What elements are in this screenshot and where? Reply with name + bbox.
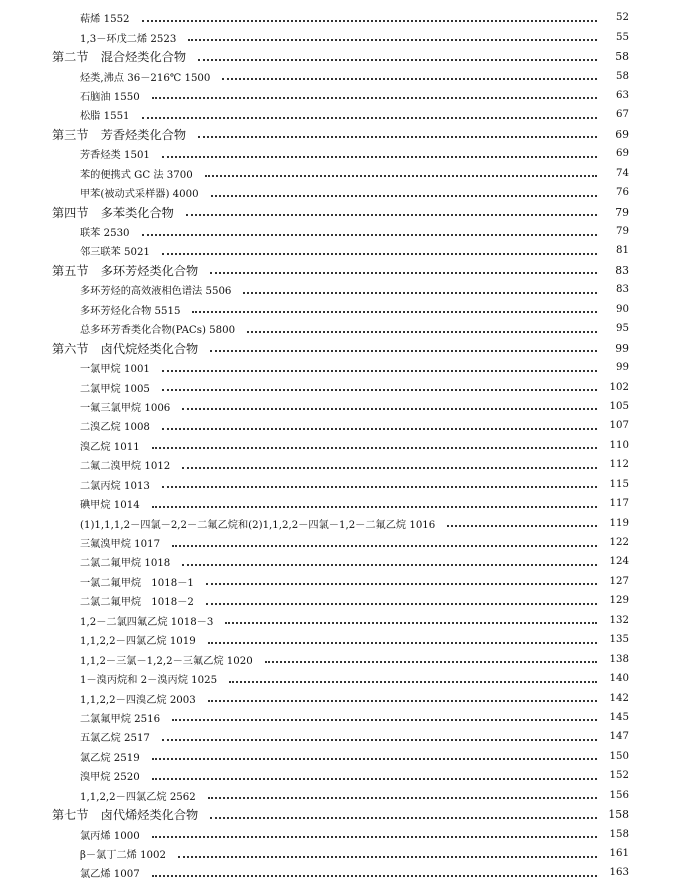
dot-leader	[152, 447, 597, 449]
dot-leader	[192, 311, 597, 313]
dot-leader	[182, 564, 597, 566]
dot-leader	[152, 875, 597, 877]
dot-leader	[162, 370, 597, 372]
toc-entry-title: 第七节 卤代烯烃类化合物	[52, 806, 204, 823]
toc-page-number: 107	[609, 420, 629, 432]
toc-entry[interactable]	[0, 436, 681, 455]
dot-leader	[206, 583, 597, 585]
toc-entry[interactable]	[0, 786, 681, 805]
toc-entry-title: 第三节 芳香烃类化合物	[52, 126, 192, 143]
toc-entry-title: 二氯丙烷 1013	[80, 477, 156, 492]
toc-entry[interactable]	[0, 416, 681, 435]
toc-entry[interactable]	[0, 86, 681, 105]
dot-leader	[152, 506, 597, 508]
toc-entry-title: 五氯乙烷 2517	[80, 729, 156, 744]
toc-page-number: 135	[609, 634, 629, 646]
toc-entry[interactable]	[0, 611, 681, 630]
toc-page-number: 158	[608, 808, 629, 822]
toc-page-number: 158	[609, 828, 629, 840]
toc-entry[interactable]	[0, 844, 681, 863]
toc-page-number: 110	[609, 439, 629, 451]
toc-entry-title: 二氟二溴甲烷 1012	[80, 457, 176, 472]
dot-leader	[222, 78, 597, 80]
dot-leader	[206, 603, 597, 605]
dot-leader	[152, 836, 597, 838]
toc-section-heading[interactable]	[0, 261, 681, 280]
toc-entry-title: 松脂 1551	[80, 107, 136, 122]
toc-page-number: 83	[616, 284, 629, 296]
toc-page-number: 161	[609, 848, 629, 860]
toc-entry-title: 总多环芳香类化合物(PACs) 5800	[80, 321, 241, 336]
toc-entry[interactable]	[0, 300, 681, 319]
toc-entry-title: 氯乙烷 2519	[80, 749, 146, 764]
toc-page-number: 119	[609, 517, 629, 529]
toc-page-number: 63	[616, 89, 629, 101]
toc-entry-title: 碘甲烷 1014	[80, 496, 146, 511]
dot-leader	[178, 856, 597, 858]
dot-leader	[152, 97, 597, 99]
toc-entry-title: 第五节 多环芳烃类化合物	[52, 262, 204, 279]
dot-leader	[198, 136, 597, 138]
toc-entry-title: 联苯 2530	[80, 224, 136, 239]
toc-page-number: 102	[609, 381, 629, 393]
dot-leader	[162, 428, 597, 430]
toc-entry[interactable]	[0, 533, 681, 552]
dot-leader	[229, 681, 597, 683]
toc-entry[interactable]	[0, 66, 681, 85]
toc-entry-title: β－氯丁二烯 1002	[80, 846, 172, 861]
dot-leader	[172, 719, 597, 721]
toc-entry[interactable]	[0, 824, 681, 843]
toc-section-heading[interactable]	[0, 125, 681, 144]
toc-page-number: 145	[609, 711, 629, 723]
dot-leader	[182, 467, 597, 469]
toc-entry-title: 烃类,沸点 36－216℃ 1500	[80, 69, 216, 84]
toc-entry[interactable]	[0, 222, 681, 241]
toc-page-number: 140	[609, 673, 629, 685]
toc-page-number: 150	[609, 750, 629, 762]
dot-leader	[247, 331, 597, 333]
toc-entry[interactable]	[0, 105, 681, 124]
toc-entry[interactable]	[0, 241, 681, 260]
dot-leader	[162, 739, 597, 741]
toc-page-number: 99	[616, 362, 629, 374]
toc-entry-title: 一氯二氟甲烷 1018－1	[80, 574, 200, 589]
toc-page-number: 81	[616, 245, 629, 257]
toc-entry[interactable]	[0, 27, 681, 46]
table-of-contents	[0, 8, 681, 883]
toc-page-number: 152	[609, 770, 629, 782]
toc-page-number: 58	[615, 50, 629, 64]
toc-page-number: 90	[616, 303, 629, 315]
toc-page-number: 117	[609, 498, 629, 510]
toc-entry[interactable]	[0, 513, 681, 532]
dot-leader	[243, 292, 597, 294]
toc-entry-title: 甲苯(被动式采样器) 4000	[80, 185, 205, 200]
toc-page-number: 124	[609, 556, 629, 568]
toc-entry-title: 第六节 卤代烷烃类化合物	[52, 340, 204, 357]
dot-leader	[210, 817, 597, 819]
dot-leader	[142, 20, 597, 22]
toc-entry-title: 邻三联苯 5021	[80, 243, 156, 258]
dot-leader	[447, 525, 597, 527]
toc-page-number: 95	[616, 323, 629, 335]
toc-entry[interactable]	[0, 164, 681, 183]
dot-leader	[208, 797, 597, 799]
dot-leader	[186, 214, 597, 216]
toc-entry[interactable]	[0, 455, 681, 474]
toc-entry-title: 二氯甲烷 1005	[80, 380, 156, 395]
dot-leader	[225, 622, 597, 624]
toc-entry-title: 第四节 多苯类化合物	[52, 204, 180, 221]
toc-entry-title: (1)1,1,1,2－四氯－2,2－二氟乙烷和(2)1,1,2,2－四氯－1,2－二氟乙烷 1016	[80, 516, 441, 531]
toc-page-number: 79	[616, 226, 629, 238]
toc-page-number: 132	[609, 614, 629, 626]
toc-page-number: 52	[616, 12, 629, 24]
toc-page-number: 69	[616, 148, 629, 160]
toc-entry[interactable]	[0, 397, 681, 416]
toc-entry[interactable]	[0, 747, 681, 766]
toc-entry-title: 氯乙烯 1007	[80, 865, 146, 880]
toc-page-number: 74	[616, 167, 629, 179]
toc-page-number: 138	[609, 653, 629, 665]
toc-entry-title: 石脑油 1550	[80, 88, 146, 103]
toc-page-number: 142	[609, 692, 629, 704]
toc-page-number: 163	[609, 867, 629, 879]
toc-entry-title: 氯丙烯 1000	[80, 827, 146, 842]
toc-page-number: 99	[615, 341, 629, 355]
dot-leader	[208, 642, 597, 644]
dot-leader	[210, 350, 597, 352]
toc-entry[interactable]	[0, 572, 681, 591]
dot-leader	[172, 545, 597, 547]
dot-leader	[162, 389, 597, 391]
dot-leader	[162, 156, 597, 158]
toc-section-heading[interactable]	[0, 338, 681, 357]
toc-entry[interactable]	[0, 377, 681, 396]
toc-page-number: 156	[609, 789, 629, 801]
dot-leader	[265, 661, 597, 663]
dot-leader	[208, 700, 597, 702]
toc-entry[interactable]	[0, 630, 681, 649]
dot-leader	[198, 59, 597, 61]
toc-entry-title: 萜烯 1552	[80, 10, 136, 25]
dot-leader	[162, 253, 597, 255]
toc-entry-title: 多环芳烃的高效液相色谱法 5506	[80, 282, 237, 297]
toc-entry[interactable]	[0, 475, 681, 494]
dot-leader	[162, 486, 597, 488]
toc-entry[interactable]	[0, 766, 681, 785]
toc-entry-title: 第二节 混合烃类化合物	[52, 48, 192, 65]
dot-leader	[142, 117, 597, 119]
toc-entry[interactable]	[0, 8, 681, 27]
toc-entry[interactable]	[0, 669, 681, 688]
dot-leader	[188, 39, 597, 41]
toc-page-number: 76	[616, 187, 629, 199]
toc-entry[interactable]	[0, 552, 681, 571]
dot-leader	[182, 408, 597, 410]
toc-entry[interactable]	[0, 688, 681, 707]
toc-entry[interactable]	[0, 494, 681, 513]
toc-page-number: 127	[609, 575, 629, 587]
toc-entry-title: 三氟溴甲烷 1017	[80, 535, 166, 550]
toc-entry-title: 1,2－二氯四氟乙烷 1018－3	[80, 613, 219, 628]
toc-page-number: 122	[609, 537, 629, 549]
toc-entry[interactable]	[0, 649, 681, 668]
toc-entry[interactable]	[0, 708, 681, 727]
toc-entry-title: 1,1,2－三氯－1,2,2－三氟乙烷 1020	[80, 652, 259, 667]
toc-page-number: 105	[609, 400, 629, 412]
toc-entry-title: 一氯甲烷 1001	[80, 360, 156, 375]
dot-leader	[210, 272, 597, 274]
toc-entry-title: 多环芳烃化合物 5515	[80, 302, 186, 317]
dot-leader	[205, 175, 597, 177]
toc-entry-title: 二氯氟甲烷 2516	[80, 710, 166, 725]
toc-entry-title: 芳香烃类 1501	[80, 146, 156, 161]
dot-leader	[152, 758, 597, 760]
toc-entry[interactable]	[0, 591, 681, 610]
toc-section-heading[interactable]	[0, 805, 681, 824]
toc-page-number: 129	[609, 595, 629, 607]
toc-entry[interactable]	[0, 280, 681, 299]
toc-page-number: 58	[616, 70, 629, 82]
toc-page-number: 55	[616, 31, 629, 43]
toc-entry-title: 1,1,2,2－四氯乙烷 2562	[80, 788, 202, 803]
toc-entry-title: 一氟三氯甲烷 1006	[80, 399, 176, 414]
toc-page-number: 115	[609, 478, 629, 490]
dot-leader	[211, 195, 597, 197]
toc-entry[interactable]	[0, 144, 681, 163]
toc-entry-title: 1,1,2,2－四溴乙烷 2003	[80, 691, 202, 706]
toc-page-number: 69	[615, 127, 629, 141]
toc-entry[interactable]	[0, 319, 681, 338]
toc-entry-title: 溴乙烷 1011	[80, 438, 146, 453]
toc-entry[interactable]	[0, 727, 681, 746]
toc-section-heading[interactable]	[0, 47, 681, 66]
toc-page-number: 79	[615, 205, 629, 219]
toc-entry-title: 1,1,2,2－四氯乙烷 1019	[80, 632, 202, 647]
toc-section-heading[interactable]	[0, 202, 681, 221]
toc-page-number: 112	[609, 459, 629, 471]
toc-entry-title: 1,3－环戊二烯 2523	[80, 30, 182, 45]
toc-entry[interactable]	[0, 358, 681, 377]
toc-entry-title: 二溴乙烷 1008	[80, 418, 156, 433]
toc-page-number: 83	[615, 263, 629, 277]
toc-entry[interactable]	[0, 183, 681, 202]
toc-page-number: 67	[616, 109, 629, 121]
dot-leader	[142, 234, 597, 236]
dot-leader	[152, 778, 597, 780]
toc-entry-title: 溴甲烷 2520	[80, 768, 146, 783]
toc-entry[interactable]	[0, 863, 681, 882]
toc-entry-title: 二氯二氟甲烷 1018	[80, 554, 176, 569]
toc-entry-title: 苯的便携式 GC 法 3700	[80, 166, 199, 181]
toc-entry-title: 1－溴丙烷和 2－溴丙烷 1025	[80, 671, 223, 686]
toc-page-number: 147	[609, 731, 629, 743]
toc-entry-title: 二氯二氟甲烷 1018－2	[80, 593, 200, 608]
